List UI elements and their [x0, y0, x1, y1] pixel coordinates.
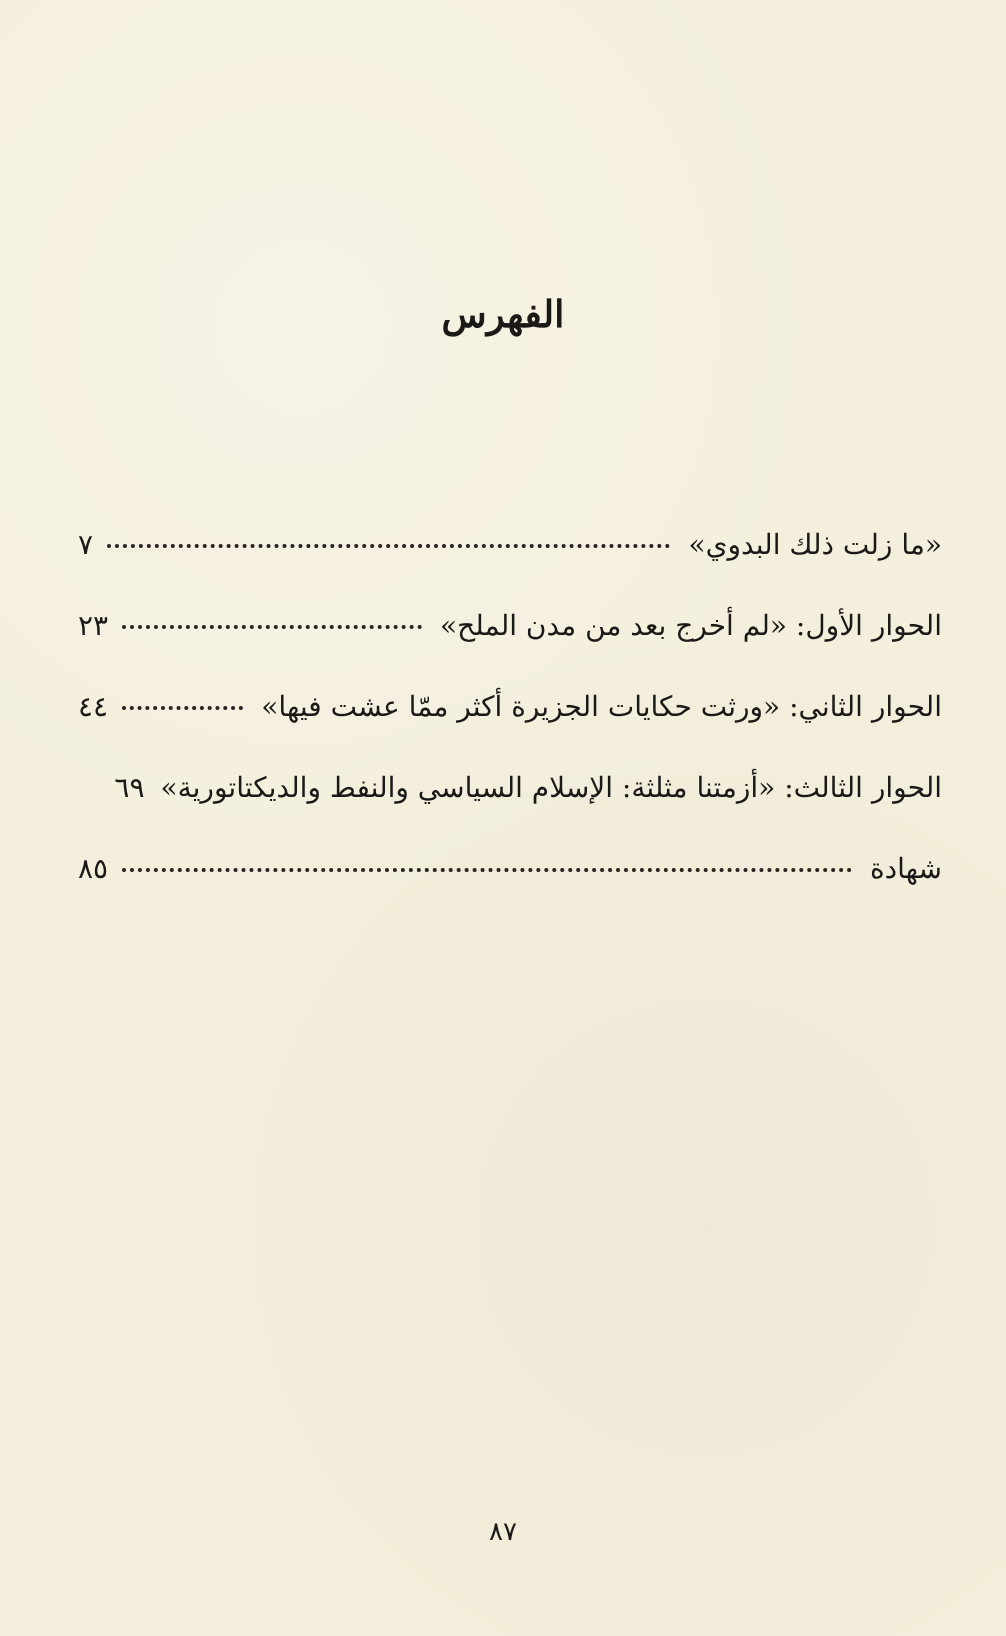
toc-entry-page-number: ٢٣ — [78, 609, 109, 642]
toc-entry — [78, 849, 942, 930]
toc-entry — [78, 525, 942, 606]
toc-entry — [78, 687, 942, 768]
toc-entry-title: شهادة — [869, 852, 942, 885]
dotted-leader — [122, 625, 422, 629]
toc-entry — [78, 606, 942, 687]
page-title: الفهرس — [441, 292, 565, 336]
toc-entry-title: الحوار الثاني: «ورثت حكايات الجزيرة أكثر ممّا عشت فيها» — [261, 690, 942, 723]
toc-entry-title: الحوار الثالث: «أزمتنا مثلثة: الإسلام السياسي والنفط والديكتاتورية» — [160, 771, 942, 804]
toc-entry-title: «ما زلت ذلك البدوي» — [688, 528, 942, 561]
toc-entry-page-number: ٦٩ — [114, 771, 145, 804]
toc-entry-page-number: ٨٥ — [78, 852, 109, 885]
table-of-contents — [78, 525, 942, 930]
dotted-leader — [122, 706, 243, 710]
toc-entry-page-number: ٧ — [78, 528, 94, 561]
toc-entry — [78, 768, 942, 849]
dotted-leader — [107, 544, 670, 548]
toc-entry-title: الحوار الأول: «لم أخرج بعد من مدن الملح» — [440, 609, 942, 642]
dotted-leader — [122, 868, 852, 872]
page-number-footer: ٨٧ — [489, 1517, 517, 1547]
toc-entry-page-number: ٤٤ — [78, 690, 109, 723]
